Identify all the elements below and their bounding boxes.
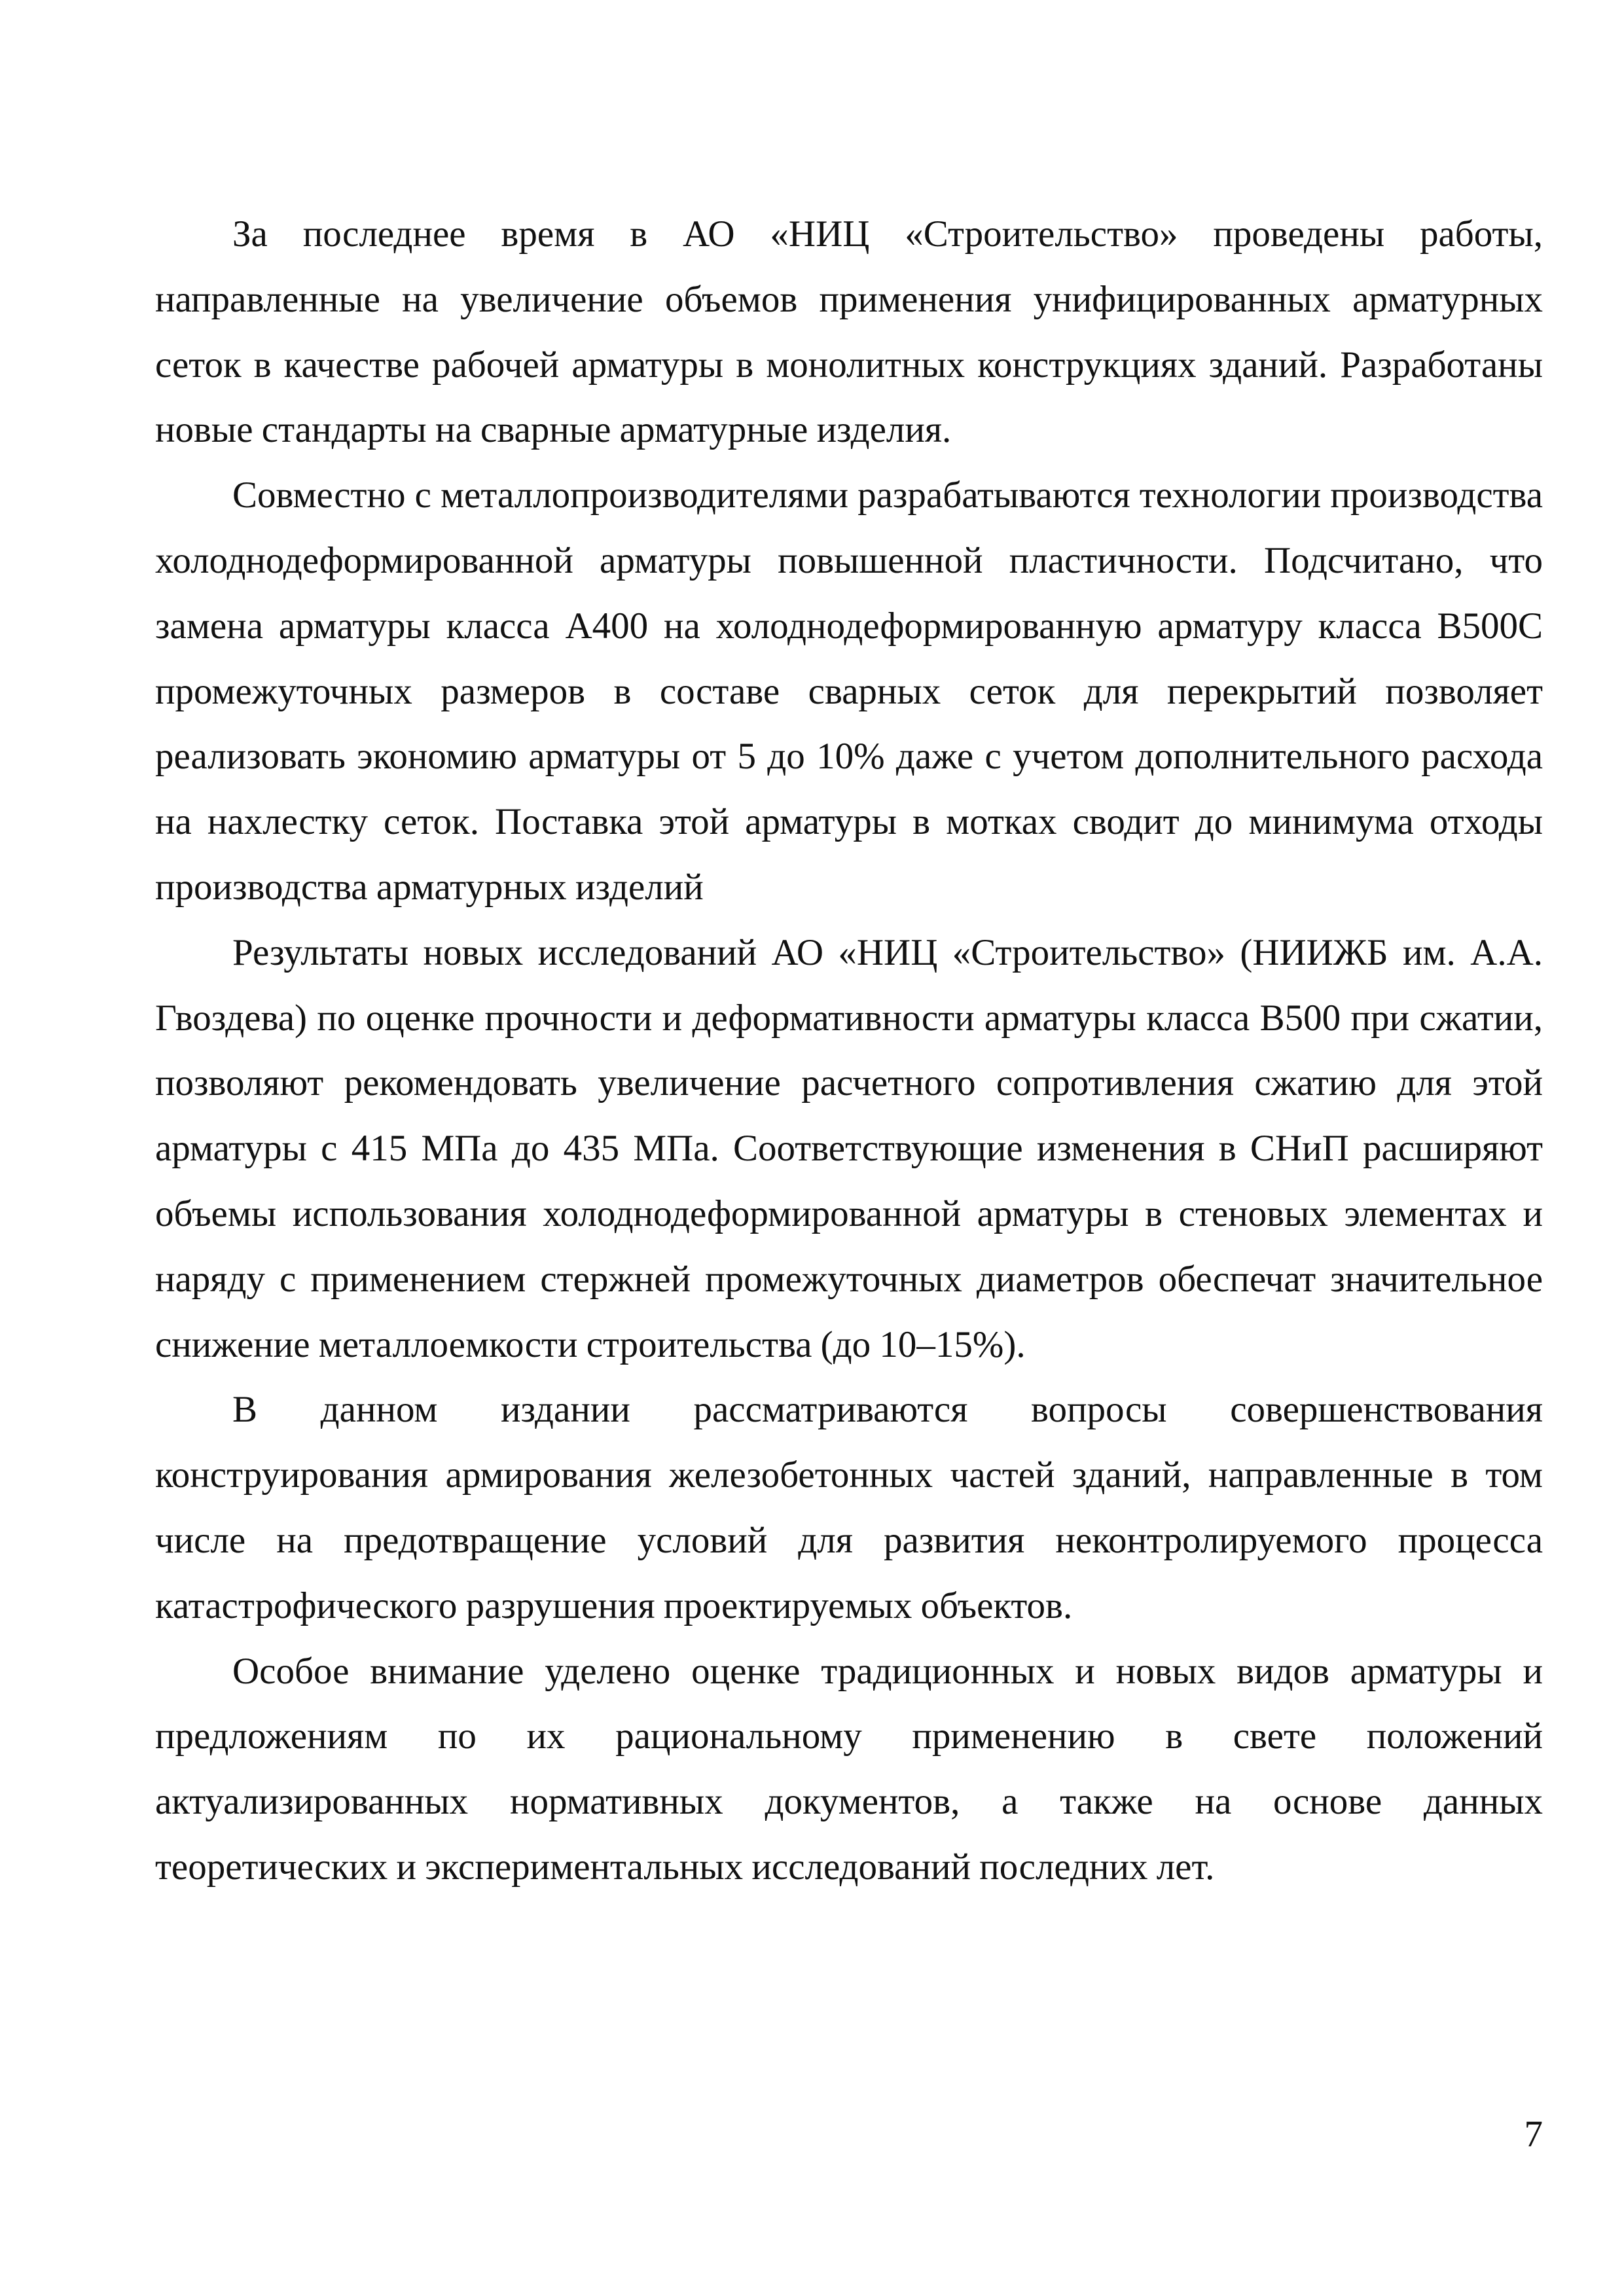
paragraph-4: В данном издании рассматриваются вопросы совершенствования конструирования армирования железобетонных частей зданий, направленные в том числе на предотвращение условий для развития неконтролируемого процесса катастрофического разрушения проектируемых объектов. (155, 1389, 1543, 1626)
paragraph-5: Особое внимание уделено оценке традиционных и новых видов арматуры и предложениям по их рациональному применению в свете положений актуализированных нормативных документов, а также на основе данных теоретических и экспериментальных исследований последних лет. (155, 1650, 1543, 1888)
body-text (155, 202, 1543, 1900)
paragraph-2: Совместно с металлопроизводителями разрабатываются технологии производства холоднодеформированной арматуры повышенной пластичности. Подсчитано, что замена арматуры класса А400 на холоднодеформированную арматуру класса В500С промежуточных размеров в составе сварных сеток для перекрытий позволяет реализовать экономию арматуры от 5 до 10% даже с учетом дополнительного расхода на нахлестку сеток. Поставка этой арматуры в мотках сводит до минимума отходы производства арматурных изделий (155, 475, 1543, 908)
page-number: 7 (1524, 2113, 1543, 2155)
paragraph-3: Результаты новых исследований АО «НИЦ «Строительство» (НИИЖБ им. А.А. Гвоздева) по оценке прочности и деформативности арматуры класса В500 при сжатии, позволяют рекомендовать увеличение расчетного сопротивления сжатию для этой арматуры с 415 МПа до 435 МПа. Соответствующие изменения в СНиП расширяют объемы использования холоднодеформированной арматуры в стеновых элементах и наряду с применением стержней промежуточных диаметров обеспечат значительное снижение металлоемкости строительства (до 10–15%). (155, 931, 1543, 1365)
paragraph-1: За последнее время в АО «НИЦ «Строительство» проведены работы, направленные на увеличение объемов применения унифицированных арматурных сеток в качестве рабочей арматуры в монолитных конструкциях зданий. Разработаны новые стандарты на сварные арматурные изделия. (155, 213, 1543, 451)
